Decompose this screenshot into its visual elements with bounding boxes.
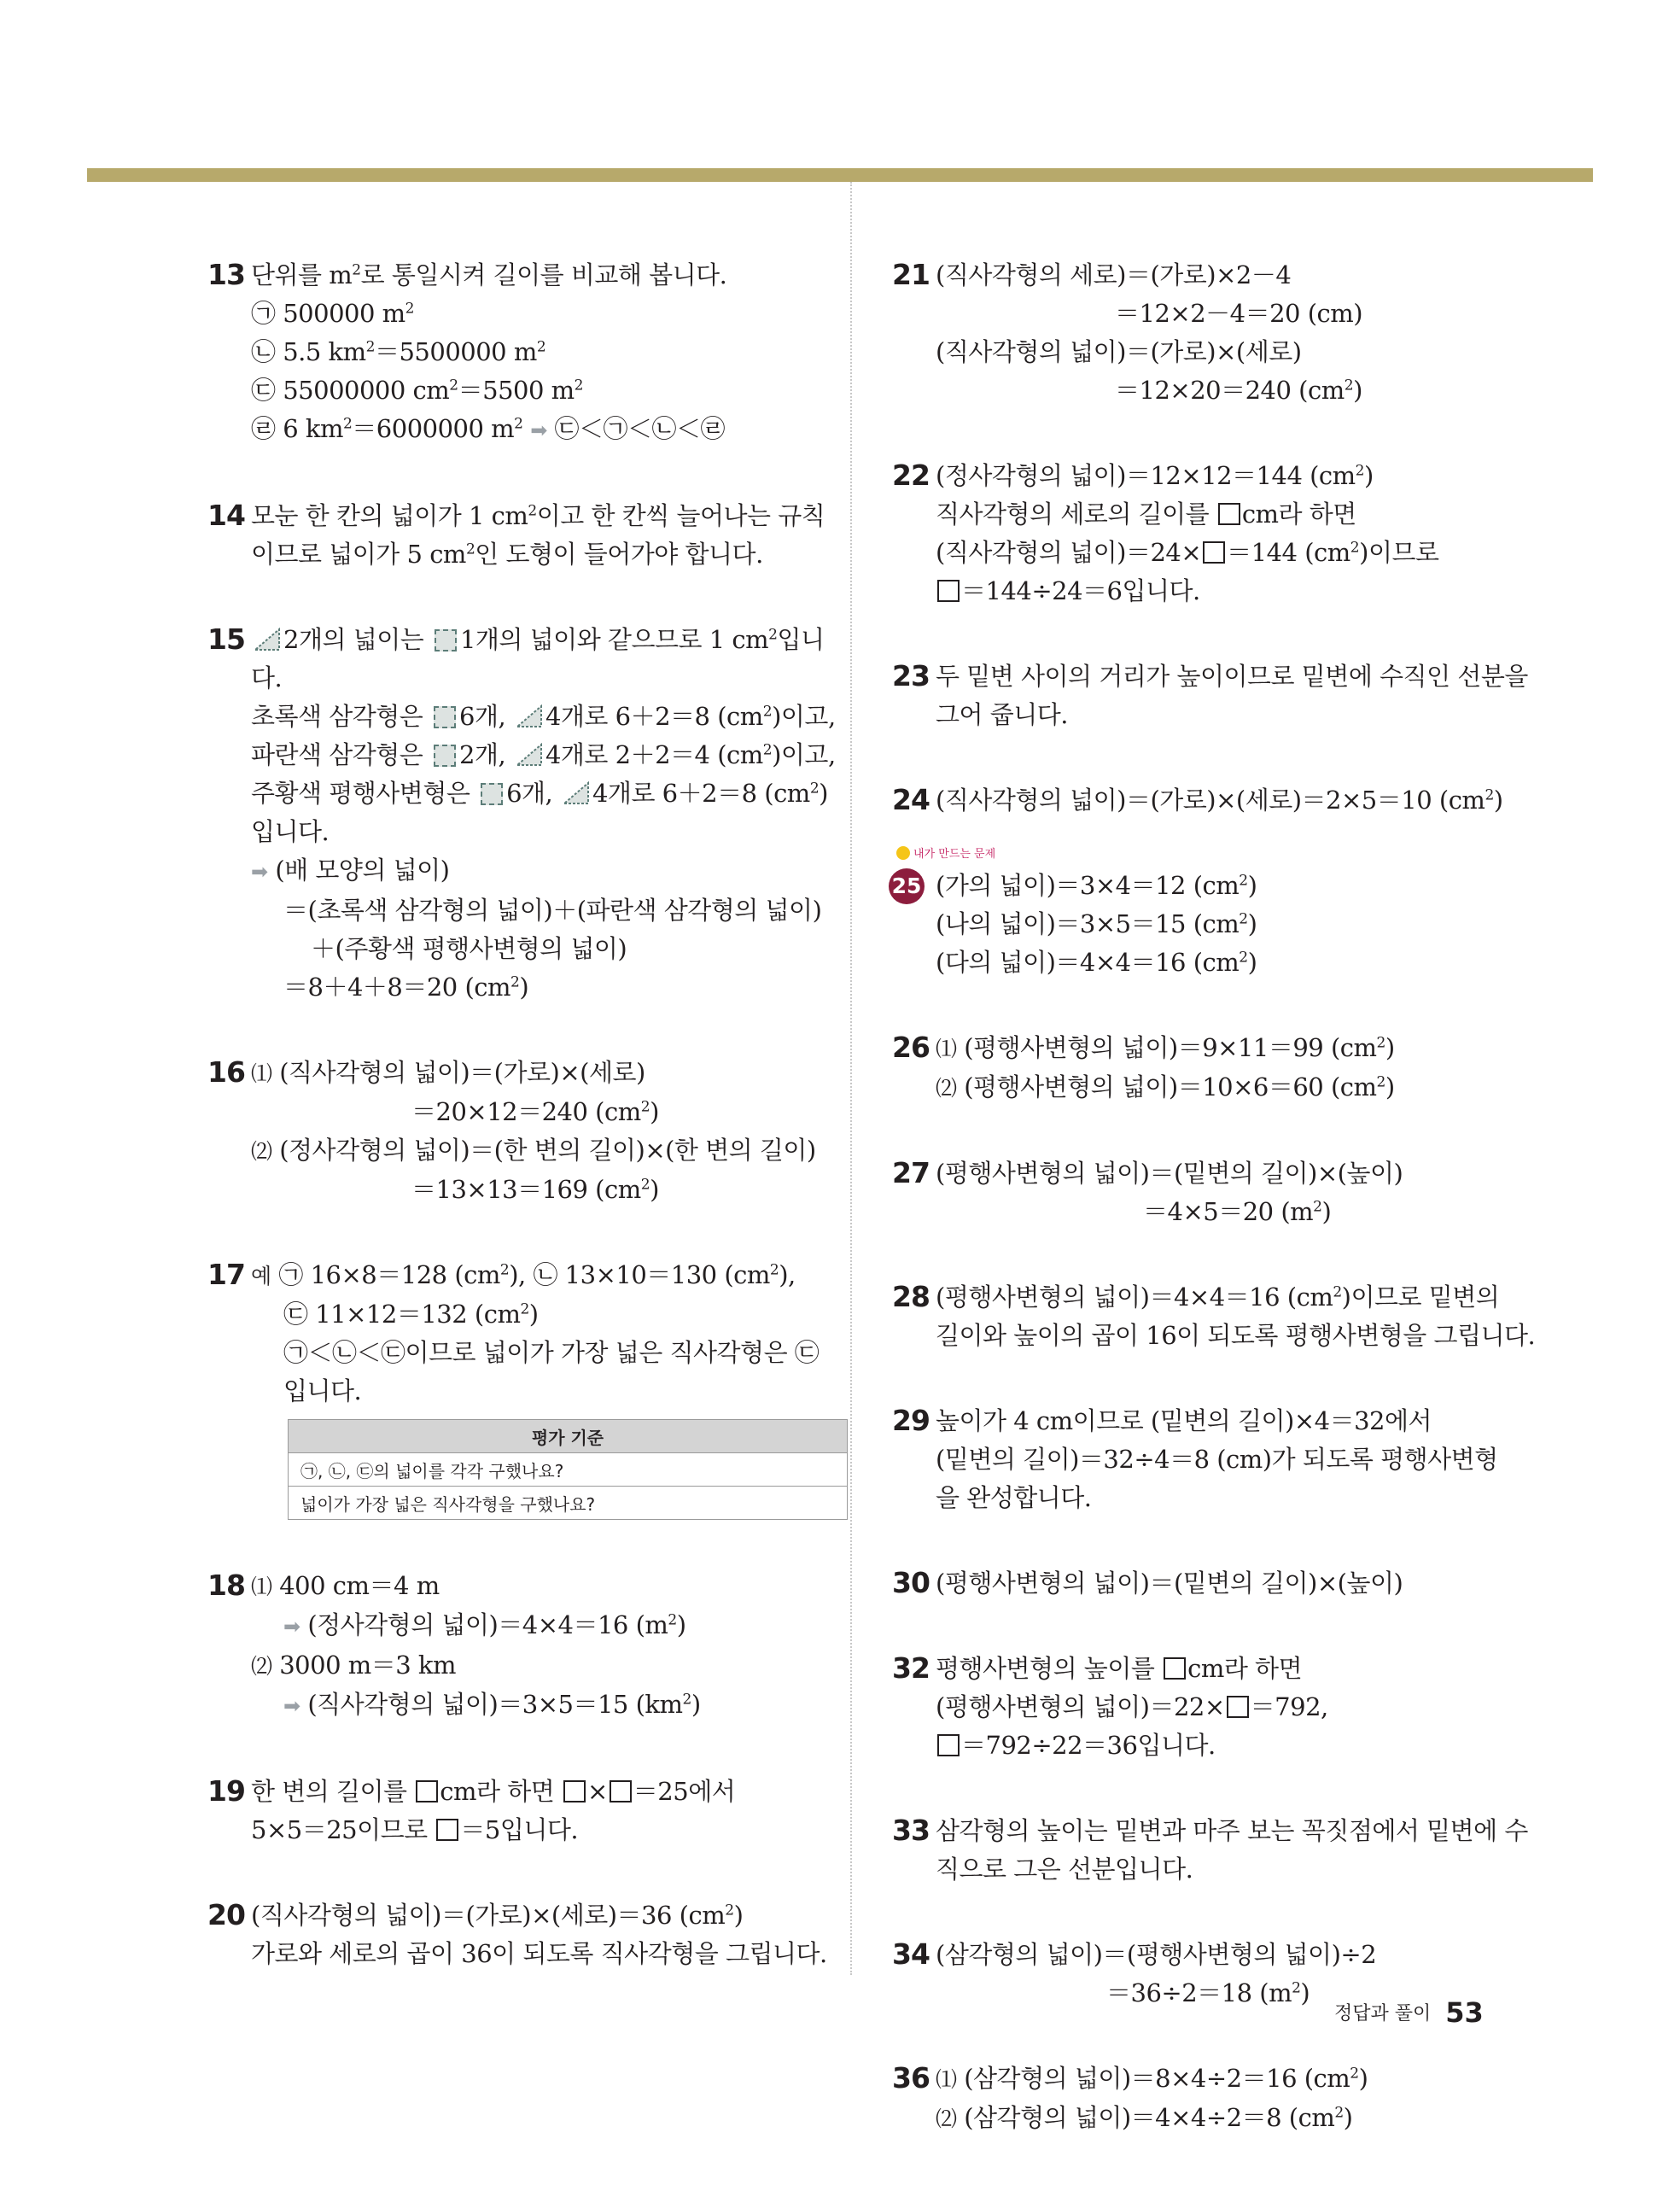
problem-33 (892, 1812, 1528, 1889)
solution-line: (평행사변형의 넓이)＝4×4＝16 $(cm^2)$이므로 밑변의 (936, 1282, 1500, 1312)
page-footer (1334, 1996, 1484, 2029)
solution-line: (직사각형의 넓이)＝(가로)×(세로) (936, 337, 1302, 366)
problem-30 (892, 1564, 1507, 1603)
blank-box-icon (563, 1780, 586, 1802)
problem-gap (892, 734, 1507, 781)
half-cell-triangle-icon (516, 704, 543, 728)
criteria-row: 넓이가 가장 넓은 직사각형을 구했나요? (289, 1487, 848, 1520)
grid-cell-icon (481, 783, 503, 805)
grading-criteria-table (288, 1419, 848, 1520)
page-number: 53 (1445, 1996, 1484, 2029)
problem-gap (892, 611, 1507, 657)
criteria-title: 평가 기준 (289, 1420, 848, 1453)
problem-32 (892, 1650, 1507, 1765)
solution-line: ＝12×2－4＝20 (cm) (1115, 299, 1363, 328)
problem-gap (207, 1209, 822, 1256)
problem-number: 17 (207, 1258, 245, 1291)
problem-20 (207, 1896, 827, 1973)
solution-line: 한 변의 길이를 cm라 하면 × ＝25에서 (251, 1777, 736, 1806)
solution-line: ⑴ (삼각형의 넓이)＝8×4÷2＝16 $(cm^2)$ (936, 2064, 1368, 2093)
blank-box-icon (937, 580, 960, 602)
problem-26 (892, 1029, 1507, 1107)
problem-number: 20 (207, 1898, 245, 1931)
problem-17 (207, 1256, 822, 1520)
solution-line: ＝(초록색 삼각형의 넓이)＋(파란색 삼각형의 넓이) (283, 896, 822, 925)
problem-gap (207, 450, 822, 497)
criteria-row: ㉠, ㉡, ㉢의 넓이를 각각 구했나요? (289, 1453, 848, 1487)
problem-number: 27 (892, 1156, 930, 1189)
solution-line: ＝12×20＝240 $(cm^2)$ (1115, 376, 1362, 405)
solution-line: ＝36÷2＝18 $(m^2)$ (1106, 1978, 1310, 2007)
solution-line: (다의 넓이)＝4×4＝16 $(cm^2)$ (936, 948, 1257, 977)
solution-line: 입니다. (283, 1376, 362, 1405)
problem-number: 19 (207, 1774, 245, 1808)
solution-line: (밑변의 길이)＝32÷4＝8 (cm)가 되도록 평행사변형 (936, 1445, 1498, 1474)
half-cell-triangle-icon (254, 628, 281, 651)
my-problem-label: 내가 만드는 문제 (896, 844, 995, 861)
solution-line: ＝8＋4＋8＝20 $(cm^2)$ (283, 973, 529, 1002)
solution-line: 단위를 $m^2$로 통일시켜 길이를 비교해 봅니다. (251, 260, 727, 289)
solution-line: 2개의 넓이는 1개의 넓이와 같으므로 1 $cm^2$입니 (251, 621, 822, 659)
right-column (891, 256, 1536, 2138)
problem-gap (892, 1231, 1507, 1278)
solution-line: (삼각형의 넓이)＝(평행사변형의 넓이)÷2 (936, 1940, 1377, 1969)
blank-box-icon (610, 1780, 632, 1802)
solution-line: 평행사변형의 높이를 cm라 하면 (936, 1654, 1303, 1683)
problem-14 (207, 497, 825, 574)
solution-line: ＝20×12＝240 $(cm^2)$ (411, 1097, 659, 1126)
column-divider (850, 182, 852, 1975)
blank-box-icon (1164, 1657, 1186, 1680)
problem-gap (892, 1765, 1507, 1812)
grid-cell-icon (434, 706, 456, 728)
solution-line: ＝144÷24＝6입니다. (936, 572, 1507, 611)
half-cell-triangle-icon (516, 743, 543, 767)
problem-number-badge: 25 (889, 868, 925, 904)
solution-line: ＋(주황색 평행사변형의 넓이) (311, 934, 627, 963)
solution-line: ⑴ (평행사변형의 넓이)＝9×11＝99 $(cm^2)$ (936, 1033, 1395, 1062)
problem-gap (207, 1849, 822, 1896)
problem-gap (207, 1007, 822, 1054)
problem-22 (892, 457, 1507, 611)
solution-line: ⑵ 3000 m＝3 km (251, 1651, 456, 1680)
solution-line: ⑵ (삼각형의 넓이)＝4×4÷2＝8 $(cm^2)$ (936, 2103, 1353, 2132)
problem-23 (892, 657, 1528, 734)
problem-16 (207, 1054, 822, 1209)
problem-gap (892, 410, 1507, 457)
problem-number: 26 (892, 1031, 930, 1064)
solution-line: (직사각형의 넓이)＝(가로)×(세로)＝36 $(cm^2)$ (251, 1901, 744, 1930)
grid-cell-icon (434, 745, 456, 767)
solution-line: 이므로 넓이가 5 $cm^2$인 도형이 들어가야 합니다. (251, 540, 763, 569)
problem-number: 28 (892, 1280, 930, 1313)
solution-line: ➡ (정사각형의 넓이)＝4×4＝16 $(m^2)$ (283, 1610, 686, 1639)
problem-number: 14 (207, 499, 245, 532)
solution-line: (평행사변형의 넓이)＝22× ＝792, (936, 1692, 1328, 1721)
problem-gap (892, 1355, 1507, 1402)
solution-line: ㉢ 55000000 $cm^2=5500$ $m^2$ (251, 376, 583, 405)
problem-25 (891, 848, 1507, 982)
smile-icon (896, 846, 910, 860)
problem-36 (892, 2060, 1507, 2138)
solution-line: (평행사변형의 넓이)＝(밑변의 길이)×(높이) (936, 1159, 1403, 1188)
solution-line: 모눈 한 칸의 넓이가 1 $cm^2$이고 한 칸씩 늘어나는 규칙 (251, 501, 825, 530)
solution-line: 다. (251, 663, 283, 692)
problem-number: 34 (892, 1937, 930, 1971)
problem-number: 18 (207, 1569, 245, 1602)
solution-line: 직사각형의 세로의 길이를 cm라 하면 (936, 500, 1356, 529)
problem-27 (892, 1154, 1507, 1231)
solution-line: (가의 넓이)＝3×4＝12 $(cm^2)$ (936, 871, 1257, 900)
header-rule (87, 168, 1593, 182)
problem-15 (207, 621, 836, 1007)
problem-gap (207, 1520, 822, 1567)
solution-line: (나의 넓이)＝3×5＝15 $(cm^2)$ (936, 909, 1257, 938)
problem-gap (207, 574, 822, 621)
problem-24 (892, 781, 1507, 820)
problem-number: 21 (892, 258, 930, 291)
problem-number: 30 (892, 1566, 930, 1599)
solution-line: 5×5＝25이므로 ＝5입니다. (251, 1815, 579, 1844)
solution-line: 주황색 평행사변형은 6개, 4개로 6＋2＝8 $(cm^2)$ (251, 779, 828, 808)
problem-number: 36 (892, 2061, 930, 2095)
problem-number: 13 (207, 258, 245, 291)
solution-line: (직사각형의 넓이)＝(가로)×(세로)＝2×5＝10 $(cm^2)$ (936, 786, 1503, 815)
solution-line: ㉠＜㉡＜㉢이므로 넓이가 가장 넓은 직사각형은 ㉢ (283, 1338, 820, 1367)
problem-gap (207, 1726, 822, 1773)
solution-line: ㉢ 11×12＝132 $(cm^2)$ (283, 1300, 539, 1329)
problem-gap (892, 982, 1507, 1029)
problem-gap (892, 1107, 1507, 1154)
solution-line: 두 밑변 사이의 거리가 높이이므로 밑변에 수직인 선분을 (936, 662, 1528, 691)
footer-label: 정답과 풀이 (1334, 2003, 1432, 2024)
left-column (207, 256, 836, 1973)
problem-number: 32 (892, 1651, 930, 1685)
blank-box-icon (416, 1780, 438, 1802)
solution-line: 예 ㉠ 16×8＝128 $(cm^2)$, ㉡ 13×10＝130 $(cm^2)$, (251, 1260, 796, 1289)
solution-line: ㉠ 500000 $m^2$ (251, 299, 414, 328)
blank-box-icon (937, 1734, 960, 1756)
solution-line: ➡ (배 모양의 넓이) (251, 856, 450, 885)
solution-line: 가로와 세로의 곱이 36이 되도록 직사각형을 그립니다. (251, 1939, 827, 1968)
solution-line: ㉡ 5.5 $km^2=5500000$ $m^2$ (251, 337, 546, 366)
solution-line: (정사각형의 넓이)＝12×12＝144 $(cm^2)$ (936, 461, 1374, 490)
problem-gap (892, 1603, 1507, 1650)
problem-19 (207, 1773, 822, 1849)
blank-box-icon (436, 1819, 458, 1841)
problem-number: 15 (207, 622, 245, 656)
solution-line: 파란색 삼각형은 2개, 4개로 2＋2＝4 $(cm^2)$이고, (251, 740, 836, 769)
solution-line: 입니다. (251, 817, 330, 846)
solution-line: ＝13×13＝169 $(cm^2)$ (411, 1175, 659, 1204)
blank-box-icon (1218, 503, 1240, 525)
problem-gap (892, 1517, 1507, 1564)
solution-line: ＝792÷22＝36입니다. (936, 1727, 1507, 1765)
problem-21 (892, 256, 1507, 410)
solution-line: (평행사변형의 넓이)＝(밑변의 길이)×(높이) (936, 1569, 1403, 1598)
problem-13 (207, 256, 822, 450)
problem-number: 22 (892, 459, 930, 492)
solution-line: (직사각형의 넓이)＝24× ＝144 $(cm^2)$이므로 (936, 538, 1439, 567)
solution-line: ㉣ 6 $km^2=6000000$ $m^2$ ➡ ㉢＜㉠＜㉡＜㉣ (251, 414, 726, 443)
solution-line: 그어 줍니다. (936, 700, 1069, 729)
blank-box-icon (1227, 1696, 1249, 1718)
solution-line: ➡ (직사각형의 넓이)＝3×5＝15 $(km^2)$ (283, 1690, 701, 1719)
problem-28 (892, 1278, 1536, 1355)
solution-line: 초록색 삼각형은 6개, 4개로 6＋2＝8 $(cm^2)$이고, (251, 702, 836, 731)
solution-line: ⑵ (평행사변형의 넓이)＝10×6＝60 $(cm^2)$ (936, 1072, 1395, 1101)
solution-line: 직으로 그은 선분입니다. (936, 1855, 1193, 1884)
half-cell-triangle-icon (563, 781, 590, 805)
solution-line: 높이가 4 cm이므로 (밑변의 길이)×4＝32에서 (936, 1406, 1432, 1435)
problem-18 (207, 1567, 822, 1726)
problem-29 (892, 1402, 1507, 1517)
blank-box-icon (1203, 541, 1225, 564)
solution-line: ⑵ (정사각형의 넓이)＝(한 변의 길이)×(한 변의 길이) (251, 1136, 816, 1165)
solution-line: ＝4×5＝20 $(m^2)$ (1143, 1197, 1332, 1226)
solution-line: 을 완성합니다. (936, 1483, 1092, 1512)
problem-number: 16 (207, 1055, 245, 1089)
problem-number: 23 (892, 659, 930, 692)
solution-line: ⑴ (직사각형의 넓이)＝(가로)×(세로) (251, 1058, 645, 1087)
solution-line: (직사각형의 세로)＝(가로)×2－4 (936, 260, 1292, 289)
grid-cell-icon (435, 629, 457, 651)
problem-number: 24 (892, 783, 930, 816)
solution-line: 길이와 높이의 곱이 16이 되도록 평행사변형을 그립니다. (936, 1321, 1536, 1350)
problem-gap (892, 1889, 1507, 1936)
solution-line: ⑴ 400 cm＝4 m (251, 1571, 440, 1600)
problem-number: 33 (892, 1814, 930, 1847)
solution-line: 삼각형의 높이는 밑변과 마주 보는 꼭짓점에서 밑변에 수 (936, 1816, 1528, 1845)
problem-number: 29 (892, 1404, 930, 1437)
